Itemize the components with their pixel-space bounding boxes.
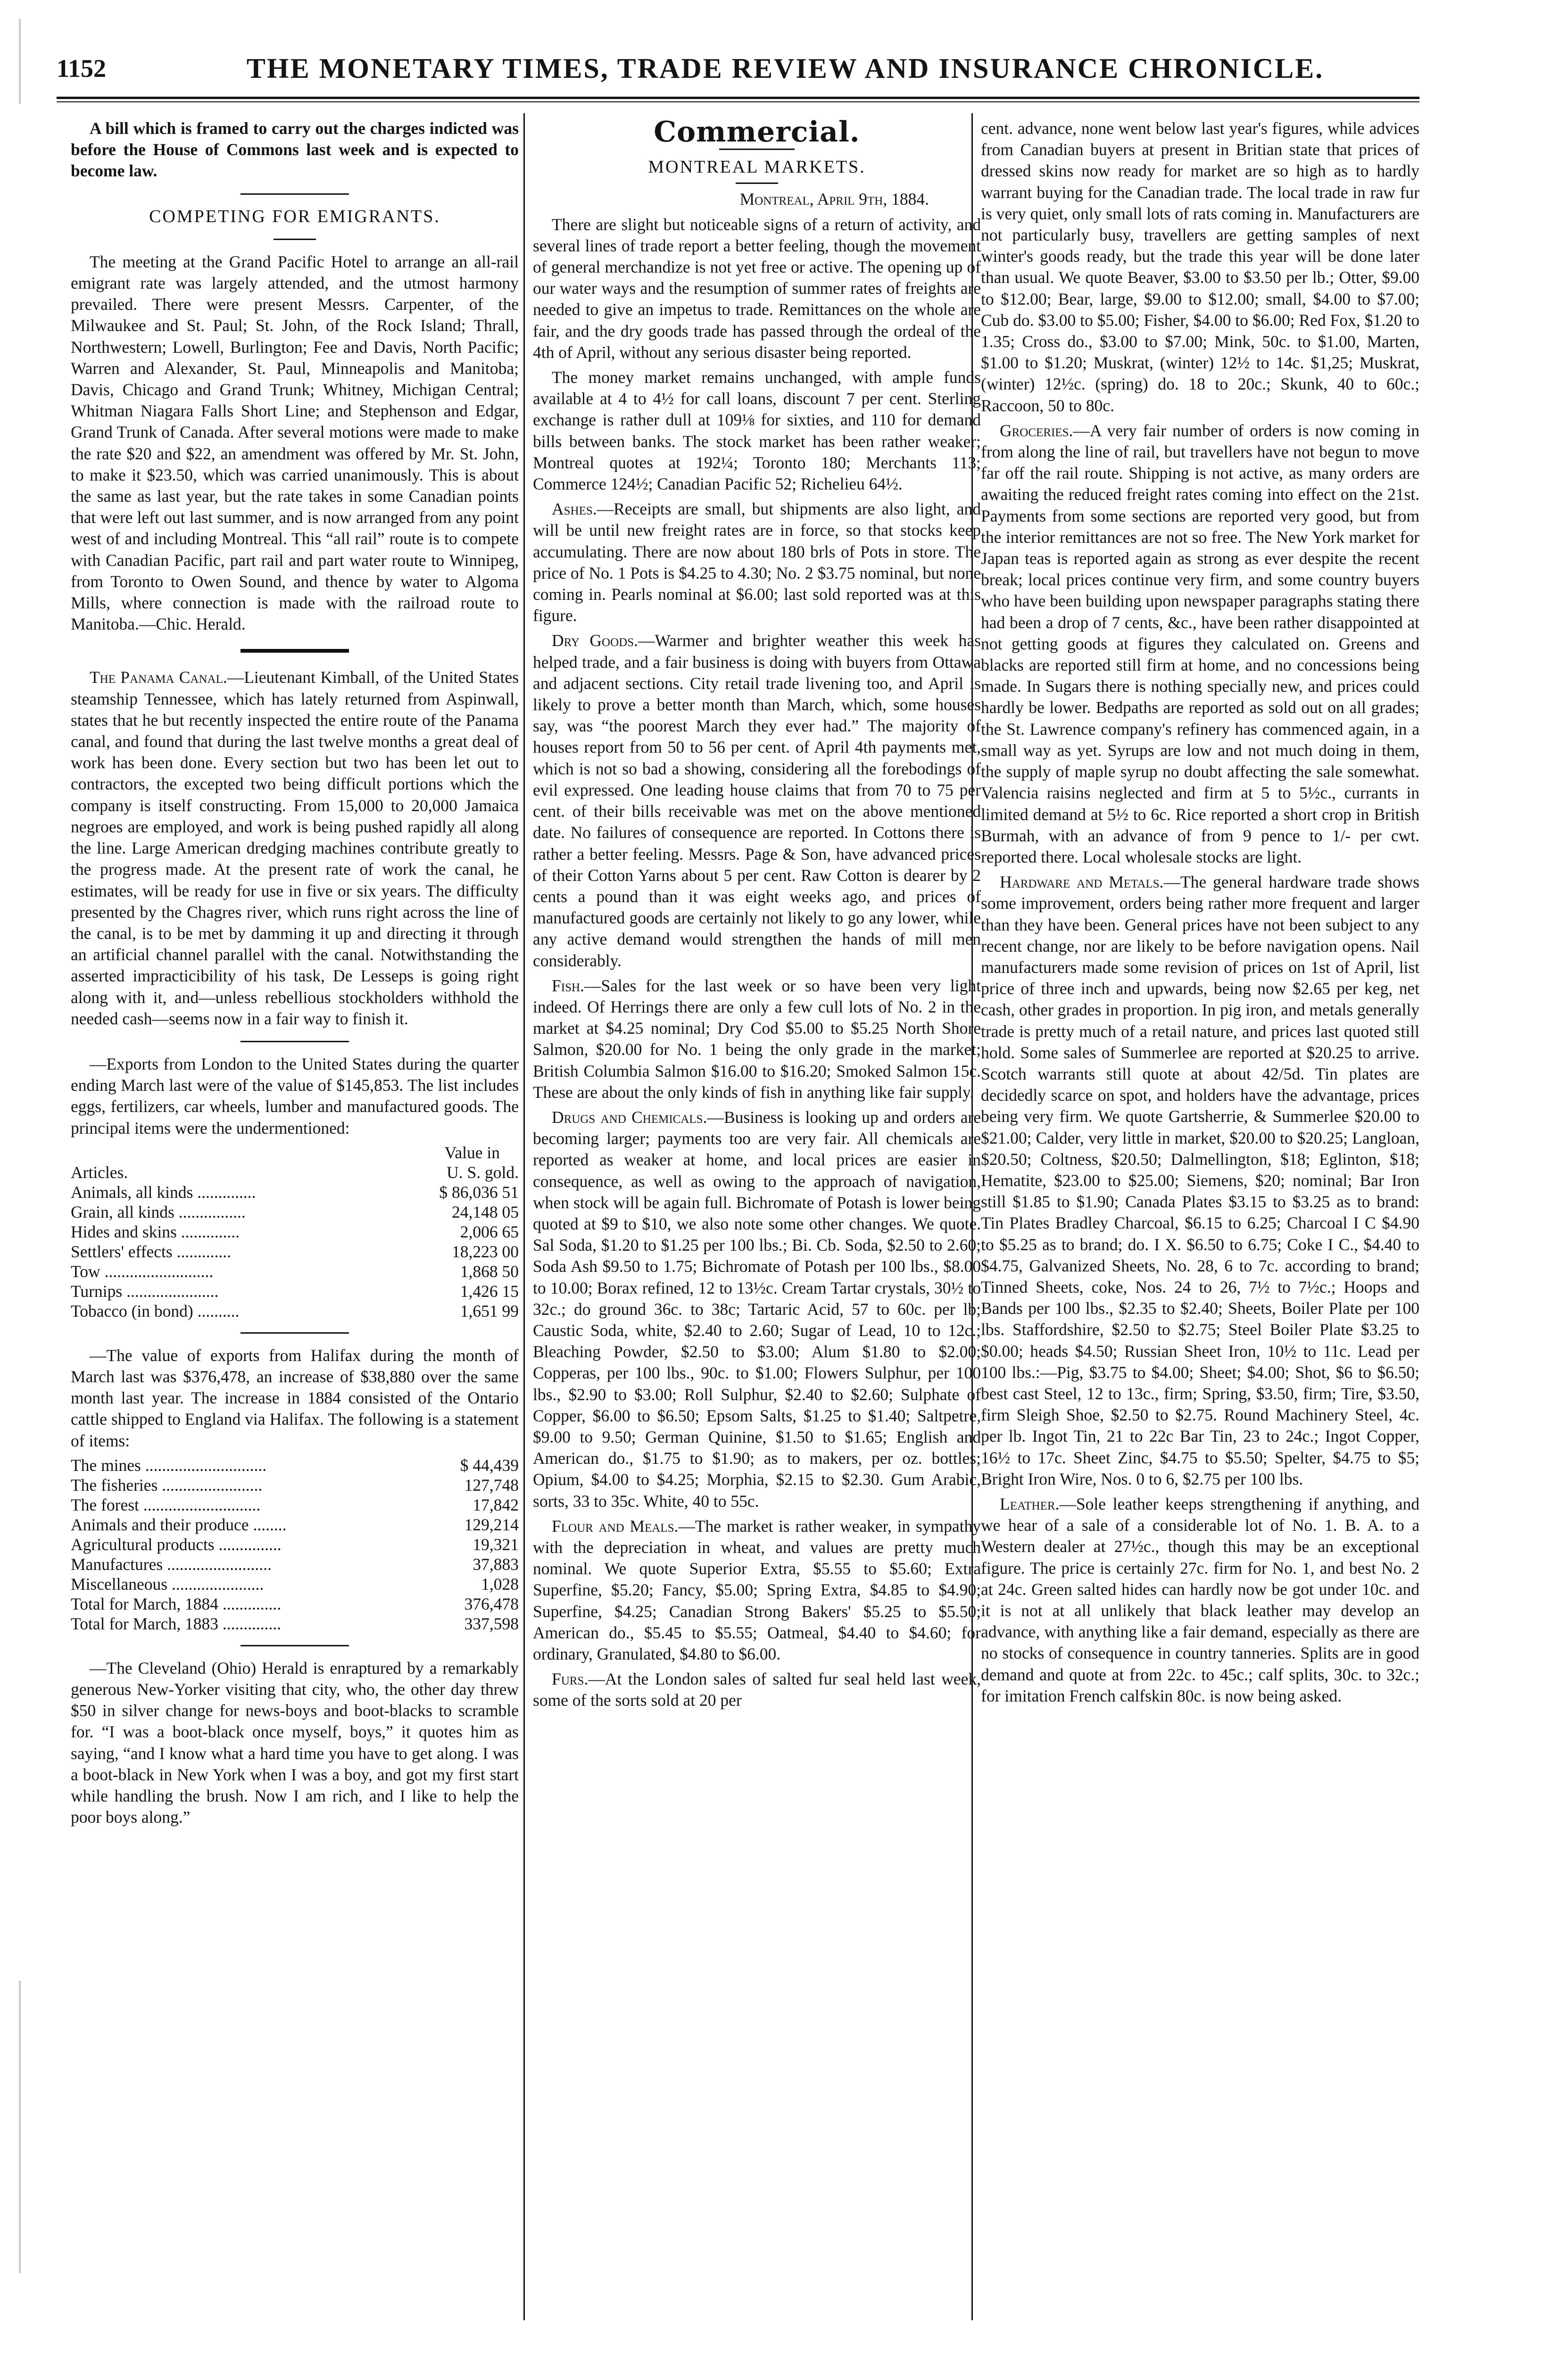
section-rule	[719, 149, 795, 150]
london-exports-table	[71, 1143, 519, 1321]
column-middle	[533, 118, 981, 2344]
report-body: —Sales for the last week or so have been very light indeed. Of Herrings there are only a few cull lots of No. 2 in the market at $4.25 nominal; Dry Cod $5.00 to $5.25 North Shore Salmon, $20.00 for No. 1 being the only grade in the market; British Columbia Salmon $16.00 to $16.20; Smoked Salmon 15c. These are about the only kinds of fish in anything like fair supply.	[533, 976, 981, 1102]
report-body: —The general hardware trade shows some improvement, orders being rather more frequent and larger than they have been. General prices have not been subject to any recent change, nor are likely to be before navigation opens. Nail manufacturers made some revision of prices on 1st of April, list price of three inch and upwards, being now $2.65 per keg, net cash, other grades in proportion. In pig iron, and metals generally trade is pretty much of a retail nature, and prices last quoted still hold. Some sales of Summerlee are reported at $20.25 to arrive. Scotch warrants still quote at about 42/5d. Tin plates are decidedly scarce on spot, and holders have the advantage, prices being very firm. We quote Gartsherrie, & Summerlee $20.00 to $21.00; Calder, very little in market, $20.00 to $20.25; Langloan, $20.50; Coltness, $20.50; Dalmellington, $18; Eglinton, $18; Hematite, $23.00 to $25.00; Siemens, $20; nominal; Bar Iron still $1.85 to $1.90; Canada Plates $3.15 to $3.25 as to brand: Tin Plates Bradley Charcoal, $6.15 to 6.25; Charcoal I C $4.90 to $5.25 as to brand; do. I X. $6.50 to 6.75; Coke I C., $4.40 to $4.75, Galvanized Sheets, No. 28, 6 to 7c. according to brand; Tinned Sheets, coke, Nos. 24 to 26, 7½ to 7½c.; Hoops and Bands per 100 lbs., $2.35 to $2.40; Sheets, Boiler Plate per 100 lbs. Staffordshire, $2.50 to $2.75; Steel Boiler Plate $3.25 to $0.00; heads $4.50; Russian Sheet Iron, 10½ to 11c. Lead per 100 lbs.:—Pig, $3.75 to $4.00; Sheet; $4.00; Shot, $6 to $6.50; best cast Steel, 12 to 13c., firm; Spring, $3.50, firm; Tire, $3.50, firm Sleigh Shoe, $2.50 to $2.75. Round Machinery Steel, 4c. per lb. Ingot Tin, 21 to 22c Bar Tin, 23 to 24c.; Ingot Copper, 16½ to 17c. Sheet Zinc, $4.75 to $5.50; Spelter, $4.75 to $5; Bright Iron Wire, Nos. 0 to 6, $2.75 per 100 lbs.	[981, 872, 1419, 1488]
panama-article	[71, 667, 519, 1029]
margin-scan-edge	[19, 19, 21, 104]
report-body: —The market is rather weaker, in sympathy with the depreciation in wheat, and values are pretty much nominal. We quote Superior Extra, $5.55 to $5.60; Extra Superfine, $5.20; Fancy, $5.00; Spring Extra, $4.85 to $4.90; Superfine, $4.25; Canadian Strong Bakers' $5.25 to $5.50; American do., $5.45 to $5.55; Oatmeal, $4.40 to $4.60; for ordinary, Granulated, $4.80 to $6.00.	[533, 1516, 981, 1664]
halifax-intro: —The value of exports from Halifax during the month of March last was $376,478, an increase of $38,880 over the same month last year. The increase in 1884 consisted of the Ontario cattle shipped to England via Halifax. The following is a statement of items:	[71, 1345, 519, 1450]
row-value: 337,598	[464, 1614, 519, 1633]
emigrants-heading: COMPETING FOR EMIGRANTS.	[149, 206, 440, 226]
groceries-report	[981, 420, 1419, 868]
dry-goods-report	[533, 630, 981, 971]
row-value: $ 44,439	[460, 1455, 519, 1475]
section-rule	[241, 193, 349, 195]
panama-lead: The Panama Canal.	[90, 668, 227, 687]
report-body: —A very fair number of orders is now coming in from along the line of rail, but travellers have not begun to move far off the rail route. Shipping is not active, as many orders are awaiting the reduced freight rates coming into effect on the 21st. Payments from some sections are reported very good, but from the interior remittances are not so free. The New York market for Japan teas is reported again as strong as ever despite the recent break; local prices continue very firm, and some country buyers who have been building upon newspaper paragraphs stating there had been a drop of 7 cents, &c., have been rather disappointed at not getting goods at figures they calculated on. Greens and blacks are reported still firm at home, and no concessions being made. In Sugars there is nothing specially new, and prices could hardly be lower. Bedpaths are reported as sold out on all grades; the St. Lawrence company's refinery has commenced again, in a small way as yet. Syrups are low and not much doing in them, the supply of maple syrup no doubt affecting the sale somewhat. Valencia raisins neglected and firm at 5 to 5½c., currants in limited demand at 5½ to 6c. Rice reported a short crop in British Burmah, with an advance of from 9 pence to 1/- per cwt. reported there. Local wholesale stocks are light.	[981, 421, 1419, 866]
leather-report	[981, 1494, 1419, 1707]
report-lead: Furs.	[552, 1669, 589, 1689]
report-lead: Groceries.	[1000, 421, 1073, 440]
column-right	[981, 118, 1419, 2344]
table-row: Grain, all kinds ................ 24,148 05	[71, 1202, 519, 1221]
row-label: Total for March, 1884	[71, 1594, 218, 1613]
halifax-table	[71, 1455, 519, 1634]
market-intro: There are slight but noticeable signs of a return of activity, and several lines of trade report a better feeling, though the movement of general merchandize is not yet free or active. The opening up of our water ways and the resumption of summer rates of freights are needed to give an impetus to trade. Remittances on the whole are fair, and the dry goods trade has passed through the ordeal of the 4th of April, without any serious disaster being reported.	[533, 215, 981, 362]
section-rule	[241, 1041, 349, 1042]
cleveland-article: —The Cleveland (Ohio) Herald is enraptured by a remarkably generous New-Yorker visiting that city, who, the other day threw $50 in silver change for news-boys and boot-blacks to scramble for. “I was a boot-black once myself, boys,” it quotes him as saying, “and I know what a hard time you have to get along. I was a boot-black in New York when I was a boy, and got my first start while handling the brush. Now I am rich, and I like to help the poor boys along.”	[71, 1658, 519, 1827]
row-value: 17,842	[473, 1495, 519, 1514]
table-row: Agricultural products ............... 19,321	[71, 1535, 519, 1554]
drugs-report	[533, 1107, 981, 1512]
row-value: $ 86,036 51	[439, 1182, 519, 1202]
table-row: The forest ............................ 17,842	[71, 1495, 519, 1514]
table-row: Total for March, 1883 .............. 337,598	[71, 1614, 519, 1633]
report-body: —Business is looking up and orders are becoming larger; payments too are very fair. All chemicals are reported as weaker at home, and local prices are easier in consequence, as well as owing to the approach of navigation, when stock will be again full. Bichromate of Potash is lower being quoted at $9 to $10, we also note some other changes. We quote. Sal Soda, $1.20 to $1.25 per 100 lbs.; Bi. Cb. Soda, $2.50 to 2.60; Soda Ash $9.50 to 1.75; Bichromate of Potash per 100 lbs., $8.00 to 10.00; Borax refined, 12 to 13½c. Cream Tartar crystals, 30½ to 32c.; do ground 36c. to 38c; Tartaric Acid, 57 to 60c. per lb; Caustic Soda, white, $2.40 to 2.60; Sugar of Lead, 10 to 12c.; Bleaching Powder, $2.50 to $3.00; Alum $1.80 to $2.00; Copperas, per 100 lbs., 90c. to $1.00; Flowers Sulphur, per 100 lbs., $2.90 to $3.00; Roll Sulphur, $2.40 to $2.60; Sulphate of Copper, $6.00 to $6.50; Epsom Salts, $1.25 to $1.40; Saltpetre, $9.00 to 9.50; German Quinine, $1.50 to $1.65; English and American do., $1.75 to $1.90; as to makers, per oz. bottles; Opium, $4.00 to $4.25; Morphia, $2.15 to $2.30. Gum Arabic, sorts, 33 to 35c. White, 40 to 55c.	[533, 1107, 981, 1511]
column-left	[71, 118, 519, 2344]
row-value: 1,868 50	[460, 1262, 519, 1281]
report-lead: Fish.	[552, 976, 584, 995]
money-market: The money market remains unchanged, with ample funds available at 4 to 4½ for call loans, discount 7 per cent. Sterling exchange is rather dull at 109⅛ for sixties, and 110 for demand bills between banks. The stock market has been rather weaker; Montreal quotes at 192¼; Toronto 180; Merchants 113; Commerce 124½; Canadian Pacific 52; Richelieu 64½.	[533, 368, 981, 494]
row-value: 2,006 65	[460, 1222, 519, 1241]
row-value: 18,223 00	[452, 1242, 519, 1261]
section-rule	[736, 183, 778, 184]
row-label: Tow	[71, 1262, 100, 1281]
row-label: The fisheries	[71, 1475, 158, 1495]
report-lead: Dry Goods.	[552, 631, 638, 650]
table-head-value: Value in	[444, 1143, 500, 1162]
panama-body: —Lieutenant Kimball, of the United States steamship Tennessee, which has lately returned from Aspinwall, states that he but recently inspected the entire route of the Panama canal, and found that during the last twelve months a great deal of work has been done. Every section but two has been let out to contractors, the excepted two being difficult portions which the company is itself constructing. From 15,000 to 20,000 Jamaica negroes are employed, and work is being pushed rapidly all along the line. Large American dredging machines contribute greatly to the progress made. At the present rate of work the canal, he estimates, will be ready for use in five or six years. The difficulty presented by the Chagres river, which runs right across the line of the canal, is to be met by damming it up and directing it through an artificial channel parallel with the canal. Notwithstanding the asserted impracticibility of his task, De Lesseps is going right along with it, and—unless rebellious stockholders withhold the needed cash—seems now in a fair way to finish it.	[71, 668, 519, 1028]
table-row: Animals, all kinds .............. $ 86,036 51	[71, 1182, 519, 1202]
row-label: Settlers' effects	[71, 1242, 173, 1261]
row-value: 19,321	[473, 1535, 519, 1554]
row-label: The mines	[71, 1455, 141, 1475]
row-label: The forest	[71, 1495, 139, 1514]
table-row: Total for March, 1884 .............. 376,478	[71, 1594, 519, 1613]
dateline: Montreal, April 9th, 1884.	[739, 190, 929, 209]
table-row: Settlers' effects ............. 18,223 00	[71, 1242, 519, 1261]
row-label: Total for March, 1883	[71, 1614, 218, 1633]
page-header	[57, 45, 1419, 92]
row-value: 1,651 99	[460, 1301, 519, 1320]
report-body: —Receipts are small, but shipments are also light, and will be until new freight rates are in force, so that stocks keep accumulating. There are now about 180 brls of Pots in store. The price of No. 1 Pots is $4.25 to 4.30; No. 2 $3.75 nominal, but none coming in. Pearls nominal at $6.00; last sold reported was at this figure.	[533, 499, 981, 625]
page-number: 1152	[57, 54, 107, 83]
report-lead: Ashes.	[552, 499, 597, 519]
margin-scan-edge	[19, 1981, 21, 2273]
report-lead: Flour and Meals.	[552, 1516, 679, 1536]
row-label: Manufactures	[71, 1554, 163, 1574]
section-rule	[241, 649, 349, 653]
section-rule	[241, 1645, 349, 1646]
row-value: 24,148 05	[452, 1202, 519, 1221]
row-label: Animals and their produce	[71, 1515, 249, 1534]
report-lead: Leather.	[1000, 1495, 1060, 1513]
furs-report	[533, 1669, 981, 1711]
flour-report	[533, 1516, 981, 1665]
row-label: Turnips	[71, 1281, 123, 1301]
report-lead: Hardware and Metals.	[1000, 872, 1164, 892]
table-row: Animals and their produce ........ 129,214	[71, 1515, 519, 1534]
row-label: Grain, all kinds	[71, 1202, 174, 1221]
table-head-gold: U. S. gold.	[447, 1162, 519, 1182]
header-rule-thin	[57, 101, 1419, 102]
table-row: Hides and skins .............. 2,006 65	[71, 1222, 519, 1241]
report-body: —Warmer and brighter weather this week has helped trade, and a fair business is doing with buyers from Ottawa and adjacent sections. City retail trade livening too, and April is likely to prove a better month than March, which, some houses say, was “the poorest March they ever had.” The majority of houses report from 50 to 56 per cent. of April 4th payments met, which is not so bad a showing, considering all the forebodings of evil expressed. One leading house claims that from 70 to 75 per cent. of their bills receivable was met on the above mentioned date. No failures of consequence are reported. In Cottons there is rather a better feeling. Messrs. Page & Son, have advanced prices of their Cotton Yarns about 5 per cent. Raw Cotton is dearer by 2 cents a pound than it was eight weeks ago, and prices of manufactured goods are certainly not likely to go any lower, while any active demand would strengthen the hands of mill men considerably.	[533, 631, 981, 970]
report-lead: Drugs and Chemicals.	[552, 1107, 707, 1127]
fish-report	[533, 975, 981, 1103]
row-value: 376,478	[464, 1594, 519, 1613]
table-row: The fisheries ........................ 127,748	[71, 1475, 519, 1495]
table-row: Tobacco (in bond) .......... 1,651 99	[71, 1301, 519, 1320]
row-label: Miscellaneous	[71, 1574, 168, 1594]
row-label: Tobacco (in bond)	[71, 1301, 193, 1320]
row-label: Animals, all kinds	[71, 1182, 193, 1202]
furs-continued: cent. advance, none went below last year's figures, while advices from Canadian buyers at present in Britian state that prices of dressed skins now ready for market are so high as to hardly warrant buying for the Canadian trade. The local trade in raw fur is very quiet, only small lots of rats coming in. Manufacturers are not particularly busy, travellers are getting samples of next winter's goods ready, but the trade this year will be done later than usual. We quote Beaver, $3.00 to $3.50 per lb.; Otter, $9.00 to $12.00; Bear, large, $9.00 to $12.00; small, $4.00 to $7.00; Cub do. $3.00 to $5.00; Fisher, $4.00 to $6.00; Red Fox, $1.20 to 1.35; Cross do., $3.00 to $7.00; Mink, 50c. to $1.00, Marten, $1.00 to $1.20; Muskrat, (winter) 12½ to 14c. $1,25; Muskrat, (winter) 12½c. (spring) do. 18 to 20c.; Skunk, 40 to 60c.; Raccoon, 50 to 80c.	[981, 119, 1419, 415]
section-title: Commercial.	[654, 118, 860, 149]
table-row: Tow .......................... 1,868 50	[71, 1262, 519, 1281]
header-rule	[57, 97, 1419, 99]
hardware-report	[981, 872, 1419, 1490]
table-row: The mines ............................. $ 44,439	[71, 1455, 519, 1475]
table-row: Turnips ...................... 1,426 15	[71, 1281, 519, 1301]
table-row: Manufactures ......................... 37,883	[71, 1554, 519, 1574]
bill-note: A bill which is framed to carry out the charges indicted was before the House of Commons last week and is expected to become law.	[71, 119, 519, 181]
running-title: THE MONETARY TIMES, TRADE REVIEW AND INSURANCE CHRONICLE.	[246, 52, 1324, 84]
ashes-report	[533, 498, 981, 626]
row-label: Hides and skins	[71, 1222, 177, 1241]
emigrants-article: The meeting at the Grand Pacific Hotel to arrange an all-rail emigrant rate was largely attended, and the utmost harmony prevailed. There were present Messrs. Carpenter, of the Milwaukee and St. Paul; St. John, of the Rock Island; Thrall, Northwestern; Lowell, Burlington; Fee and Davis, North Pacific; Warren and Alexander, St. Paul, Minneapolis and Manitoba; Davis, Chicago and Grand Trunk; Whitney, Michigan Central; Whitman Niagara Falls Short Line; and Stephenson and Edgar, Grand Trunk of Canada. After several motions were made to make the rate $20 and $22, an amendment was offered by Mr. St. John, to make it $23.50, which was carried unanimously. This is about the same as last year, but the rate takes in some Canadian points that were left out last summer, and is now arranged from any point west of and including Montreal. This “all rail” route is to compete with Canadian Pacific, part rail and part water route to Winnipeg, from Toronto to Owen Sound, and thence by water to Algoma Mills, where connection is made with the railroad route to Manitoba.—Chic. Herald.	[71, 252, 519, 634]
section-rule	[241, 1332, 349, 1334]
row-label: Agricultural products	[71, 1535, 215, 1554]
markets-heading: MONTREAL MARKETS.	[648, 157, 866, 177]
column-divider	[523, 113, 525, 2320]
london-exports-intro: —Exports from London to the United States during the quarter ending March last were of the value of $145,853. The list includes eggs, fertilizers, car wheels, lumber and manufactured goods. The principal items were the undermentioned:	[71, 1054, 519, 1137]
section-rule	[274, 239, 316, 240]
row-value: 1,426 15	[460, 1281, 519, 1301]
row-value: 129,214	[464, 1515, 519, 1534]
report-body: —Sole leather keeps strengthening if anything, and we hear of a sale of a considerable lot of No. 1. B. A. to a Western dealer at 27½c., though this may be an exceptional figure. The price is certainly 27c. firm for No. 1, and best No. 2 at 24c. Green salted hides can hardly now be got under 10c. and it is not at all unlikely that black leather may develop an advance, with anything like a fair demand, especially as there are no stocks of consequence in country tanneries. Splits are in good demand and quote at from 22c. to 45c.; calf splits, 30c. to 32c.; for imitation French calfskin 80c. is now being asked.	[981, 1495, 1419, 1705]
table-head-articles: Articles.	[71, 1162, 128, 1182]
table-row: Miscellaneous ...................... 1,028	[71, 1574, 519, 1594]
row-value: 127,748	[464, 1475, 519, 1495]
row-value: 37,883	[473, 1554, 519, 1574]
report-body: —At the London sales of salted fur seal held last week, some of the sorts sold at 20 per	[533, 1669, 981, 1710]
row-value: 1,028	[481, 1574, 519, 1594]
